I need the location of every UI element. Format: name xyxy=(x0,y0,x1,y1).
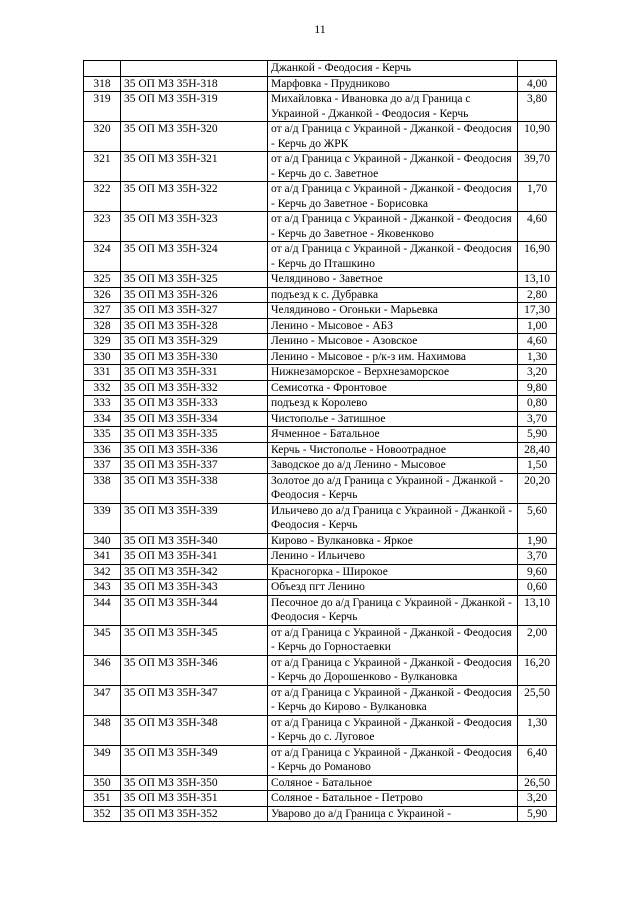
table-row xyxy=(84,427,557,443)
road-name: подъезд к с. Дубравка xyxy=(268,287,518,303)
road-name: Ильичево до а/д Граница с Украиной - Джанкой - Феодосия - Керчь xyxy=(268,503,518,533)
road-code: 35 ОП МЗ 35Н-327 xyxy=(121,303,268,319)
road-name: Ленино - Мысовое - Азовское xyxy=(268,334,518,350)
road-code: 35 ОП МЗ 35Н-318 xyxy=(121,76,268,92)
road-code: 35 ОП МЗ 35Н-352 xyxy=(121,806,268,822)
road-name: Керчь - Чистополье - Новоотрадное xyxy=(268,442,518,458)
road-length: 1,00 xyxy=(518,318,557,334)
row-number: 332 xyxy=(84,380,121,396)
row-number: 329 xyxy=(84,334,121,350)
table-row xyxy=(84,473,557,503)
table-row xyxy=(84,442,557,458)
road-length: 4,00 xyxy=(518,76,557,92)
road-length: 16,20 xyxy=(518,655,557,685)
road-code: 35 ОП МЗ 35Н-326 xyxy=(121,287,268,303)
row-number: 336 xyxy=(84,442,121,458)
road-code: 35 ОП МЗ 35Н-343 xyxy=(121,580,268,596)
road-code: 35 ОП МЗ 35Н-338 xyxy=(121,473,268,503)
road-length: 6,40 xyxy=(518,745,557,775)
road-length: 1,50 xyxy=(518,458,557,474)
road-name: Кирово - Вулкановка - Яркое xyxy=(268,533,518,549)
road-name: Красногорка - Широкое xyxy=(268,564,518,580)
road-name: Семисотка - Фронтовое xyxy=(268,380,518,396)
table-row xyxy=(84,411,557,427)
table-row xyxy=(84,745,557,775)
row-number: 340 xyxy=(84,533,121,549)
road-code: 35 ОП МЗ 35Н-319 xyxy=(121,92,268,122)
row-number: 334 xyxy=(84,411,121,427)
road-length: 5,90 xyxy=(518,806,557,822)
table-row xyxy=(84,775,557,791)
table-row xyxy=(84,715,557,745)
table-row xyxy=(84,182,557,212)
road-name: от а/д Граница с Украиной - Джанкой - Феодосия - Керчь до Дорошенково - Вулкановка xyxy=(268,655,518,685)
road-name: Соляное - Батальное - Петрово xyxy=(268,791,518,807)
row-number: 333 xyxy=(84,396,121,412)
road-length: 9,60 xyxy=(518,564,557,580)
road-length: 3,70 xyxy=(518,411,557,427)
row-number: 320 xyxy=(84,122,121,152)
road-code: 35 ОП МЗ 35Н-342 xyxy=(121,564,268,580)
row-number: 318 xyxy=(84,76,121,92)
road-length: 1,90 xyxy=(518,533,557,549)
row-number: 348 xyxy=(84,715,121,745)
road-length: 3,20 xyxy=(518,365,557,381)
road-name: Уварово до а/д Граница с Украиной - xyxy=(268,806,518,822)
road-length: 5,90 xyxy=(518,427,557,443)
row-number: 319 xyxy=(84,92,121,122)
road-length: 26,50 xyxy=(518,775,557,791)
road-code: 35 ОП МЗ 35Н-331 xyxy=(121,365,268,381)
road-name: Нижнезаморское - Верхнезаморское xyxy=(268,365,518,381)
page-number: 11 xyxy=(314,22,326,36)
road-name: Джанкой - Феодосия - Керчь xyxy=(268,61,518,77)
table-row xyxy=(84,303,557,319)
table-row xyxy=(84,791,557,807)
row-number: 345 xyxy=(84,625,121,655)
row-number: 323 xyxy=(84,212,121,242)
row-number: 350 xyxy=(84,775,121,791)
road-code: 35 ОП МЗ 35Н-334 xyxy=(121,411,268,427)
road-name: Песочное до а/д Граница с Украиной - Джанкой - Феодосия - Керчь xyxy=(268,595,518,625)
road-code: 35 ОП МЗ 35Н-350 xyxy=(121,775,268,791)
road-length: 5,60 xyxy=(518,503,557,533)
road-length: 20,20 xyxy=(518,473,557,503)
road-name: от а/д Граница с Украиной - Джанкой - Феодосия - Керчь до с. Заветное xyxy=(268,152,518,182)
road-name: Ленино - Мысовое - р/к-з им. Нахимова xyxy=(268,349,518,365)
row-number: 325 xyxy=(84,272,121,288)
road-code: 35 ОП МЗ 35Н-324 xyxy=(121,242,268,272)
road-code: 35 ОП МЗ 35Н-323 xyxy=(121,212,268,242)
road-length: 0,60 xyxy=(518,580,557,596)
road-length: 3,70 xyxy=(518,549,557,565)
road-code: 35 ОП МЗ 35Н-349 xyxy=(121,745,268,775)
table-row xyxy=(84,212,557,242)
road-name: Заводское до а/д Ленино - Мысовое xyxy=(268,458,518,474)
road-length: 3,20 xyxy=(518,791,557,807)
road-name: от а/д Граница с Украиной - Джанкой - Феодосия - Керчь до Кирово - Вулкановка xyxy=(268,685,518,715)
road-name: от а/д Граница с Украиной - Джанкой - Феодосия - Керчь до Пташкино xyxy=(268,242,518,272)
table-row xyxy=(84,365,557,381)
table-row xyxy=(84,533,557,549)
row-number: 327 xyxy=(84,303,121,319)
table-row xyxy=(84,242,557,272)
table-row xyxy=(84,272,557,288)
row-number: 331 xyxy=(84,365,121,381)
road-code: 35 ОП МЗ 35Н-347 xyxy=(121,685,268,715)
road-code: 35 ОП МЗ 35Н-328 xyxy=(121,318,268,334)
table-row xyxy=(84,458,557,474)
road-code: 35 ОП МЗ 35Н-340 xyxy=(121,533,268,549)
roads-table-body xyxy=(84,61,557,822)
road-code: 35 ОП МЗ 35Н-333 xyxy=(121,396,268,412)
row-number: 346 xyxy=(84,655,121,685)
road-length: 3,80 xyxy=(518,92,557,122)
row-number: 324 xyxy=(84,242,121,272)
table-row xyxy=(84,580,557,596)
table-row xyxy=(84,349,557,365)
row-number: 341 xyxy=(84,549,121,565)
road-code: 35 ОП МЗ 35Н-351 xyxy=(121,791,268,807)
table-row xyxy=(84,655,557,685)
road-name: Ленино - Мысовое - АБЗ xyxy=(268,318,518,334)
road-length: 1,70 xyxy=(518,182,557,212)
road-name: Соляное - Батальное xyxy=(268,775,518,791)
table-row xyxy=(84,625,557,655)
road-name: Челядиново - Заветное xyxy=(268,272,518,288)
road-length: 2,80 xyxy=(518,287,557,303)
road-length: 16,90 xyxy=(518,242,557,272)
road-code: 35 ОП МЗ 35Н-346 xyxy=(121,655,268,685)
roads-table xyxy=(83,60,557,822)
road-name: от а/д Граница с Украиной - Джанкой - Феодосия - Керчь до Заветное - Борисовка xyxy=(268,182,518,212)
road-code: 35 ОП МЗ 35Н-337 xyxy=(121,458,268,474)
road-name: Михайловка - Ивановка до а/д Граница с Украиной - Джанкой - Феодосия - Керчь xyxy=(268,92,518,122)
road-name: Ячменное - Батальное xyxy=(268,427,518,443)
road-code xyxy=(121,61,268,77)
row-number: 339 xyxy=(84,503,121,533)
road-code: 35 ОП МЗ 35Н-345 xyxy=(121,625,268,655)
row-number: 328 xyxy=(84,318,121,334)
table-row xyxy=(84,564,557,580)
road-length: 9,80 xyxy=(518,380,557,396)
road-length: 0,80 xyxy=(518,396,557,412)
row-number: 335 xyxy=(84,427,121,443)
table-row xyxy=(84,318,557,334)
table-row xyxy=(84,152,557,182)
row-number: 351 xyxy=(84,791,121,807)
row-number: 343 xyxy=(84,580,121,596)
road-code: 35 ОП МЗ 35Н-320 xyxy=(121,122,268,152)
road-length: 4,60 xyxy=(518,334,557,350)
table-row xyxy=(84,76,557,92)
road-code: 35 ОП МЗ 35Н-330 xyxy=(121,349,268,365)
road-name: от а/д Граница с Украиной - Джанкой - Феодосия - Керчь до Романово xyxy=(268,745,518,775)
road-length: 39,70 xyxy=(518,152,557,182)
road-length: 25,50 xyxy=(518,685,557,715)
road-length: 13,10 xyxy=(518,595,557,625)
road-code: 35 ОП МЗ 35Н-336 xyxy=(121,442,268,458)
road-length: 13,10 xyxy=(518,272,557,288)
road-code: 35 ОП МЗ 35Н-325 xyxy=(121,272,268,288)
row-number: 349 xyxy=(84,745,121,775)
road-code: 35 ОП МЗ 35Н-322 xyxy=(121,182,268,212)
continuation-row xyxy=(84,61,557,77)
row-number: 347 xyxy=(84,685,121,715)
row-number: 342 xyxy=(84,564,121,580)
road-name: Ленино - Ильичево xyxy=(268,549,518,565)
road-name: от а/д Граница с Украиной - Джанкой - Феодосия - Керчь до Заветное - Яковенково xyxy=(268,212,518,242)
row-number: 338 xyxy=(84,473,121,503)
road-length: 10,90 xyxy=(518,122,557,152)
row-number: 330 xyxy=(84,349,121,365)
row-number: 322 xyxy=(84,182,121,212)
road-length: 4,60 xyxy=(518,212,557,242)
table-row xyxy=(84,287,557,303)
road-code: 35 ОП МЗ 35Н-321 xyxy=(121,152,268,182)
road-length: 1,30 xyxy=(518,715,557,745)
row-number: 352 xyxy=(84,806,121,822)
row-number: 321 xyxy=(84,152,121,182)
table-row xyxy=(84,549,557,565)
row-number: 344 xyxy=(84,595,121,625)
road-code: 35 ОП МЗ 35Н-348 xyxy=(121,715,268,745)
road-name: от а/д Граница с Украиной - Джанкой - Феодосия - Керчь до Горностаевки xyxy=(268,625,518,655)
road-name: Челядиново - Огоньки - Марьевка xyxy=(268,303,518,319)
road-code: 35 ОП МЗ 35Н-339 xyxy=(121,503,268,533)
road-length: 17,30 xyxy=(518,303,557,319)
table-row xyxy=(84,595,557,625)
road-name: Объезд пгт Ленино xyxy=(268,580,518,596)
road-name: Золотое до а/д Граница с Украиной - Джанкой - Феодосия - Керчь xyxy=(268,473,518,503)
road-name: от а/д Граница с Украиной - Джанкой - Феодосия - Керчь до ЖРК xyxy=(268,122,518,152)
road-length: 2,00 xyxy=(518,625,557,655)
table-row xyxy=(84,396,557,412)
row-number xyxy=(84,61,121,77)
road-code: 35 ОП МЗ 35Н-332 xyxy=(121,380,268,396)
row-number: 326 xyxy=(84,287,121,303)
table-row xyxy=(84,92,557,122)
road-name: Марфовка - Прудниково xyxy=(268,76,518,92)
road-length: 1,30 xyxy=(518,349,557,365)
road-name: Чистополье - Затишное xyxy=(268,411,518,427)
road-length: 28,40 xyxy=(518,442,557,458)
table-row xyxy=(84,380,557,396)
road-code: 35 ОП МЗ 35Н-335 xyxy=(121,427,268,443)
table-row xyxy=(84,806,557,822)
road-name: подъезд к Королево xyxy=(268,396,518,412)
table-row xyxy=(84,503,557,533)
road-code: 35 ОП МЗ 35Н-341 xyxy=(121,549,268,565)
row-number: 337 xyxy=(84,458,121,474)
table-row xyxy=(84,334,557,350)
table-row xyxy=(84,122,557,152)
road-name: от а/д Граница с Украиной - Джанкой - Феодосия - Керчь до с. Луговое xyxy=(268,715,518,745)
table-row xyxy=(84,685,557,715)
road-code: 35 ОП МЗ 35Н-344 xyxy=(121,595,268,625)
road-code: 35 ОП МЗ 35Н-329 xyxy=(121,334,268,350)
road-length xyxy=(518,61,557,77)
